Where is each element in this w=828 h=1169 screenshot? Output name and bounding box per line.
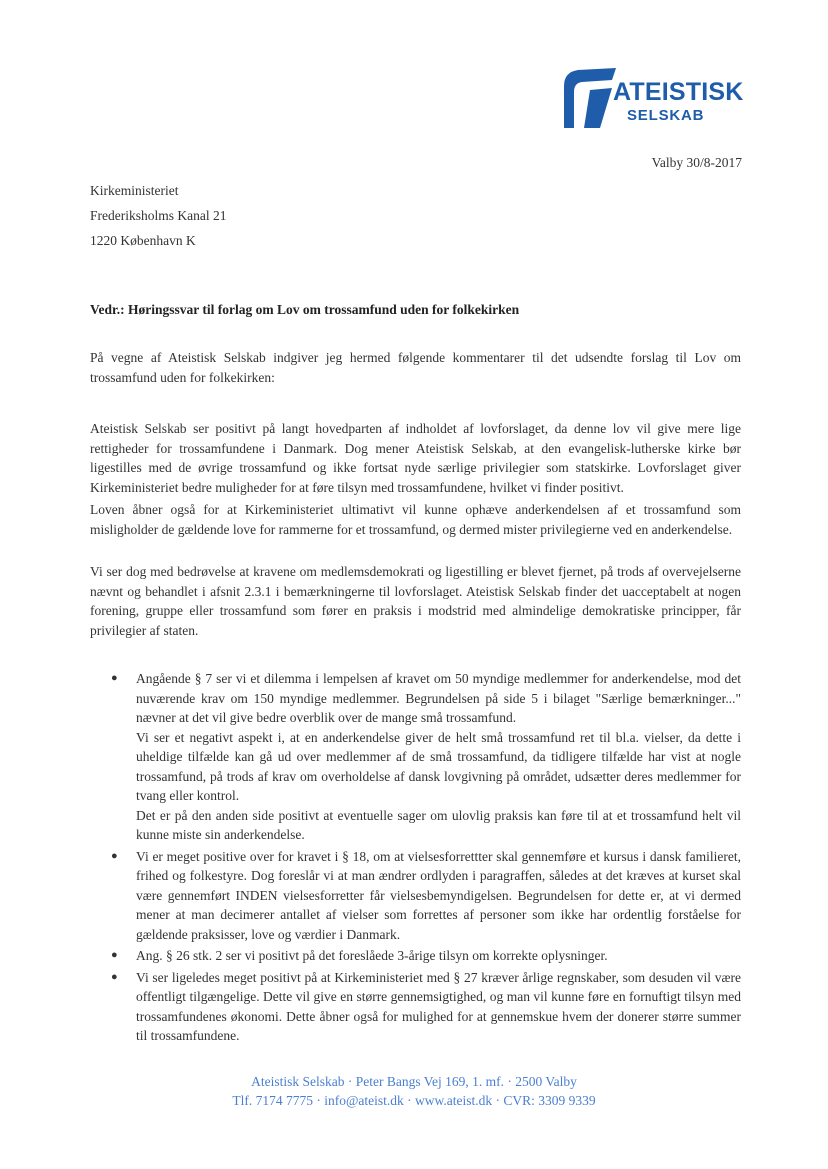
comment-list xyxy=(90,669,741,1048)
logo-mark-icon xyxy=(560,66,620,130)
recipient-city: 1220 København K xyxy=(90,233,196,248)
body-paragraph: Loven åbner også for at Kirkeministeriet ultimativt vil kunne ophæve anderkendelsen af et trossamfund som misligholder de gældende love for rammerne for et trossamfund, og dermed mister privilegierne ved en anderkendelse. xyxy=(90,502,741,537)
bullet-icon: ● xyxy=(111,970,118,983)
footer-address: Ateistisk Selskab · Peter Bangs Vej 169, 1. mf. · 2500 Valby xyxy=(251,1074,577,1089)
recipient-name: Kirkeministeriet xyxy=(90,183,179,198)
bullet-icon: ● xyxy=(111,672,118,684)
list-item-text: Vi ser ligeledes meget positivt på at Kirkeministeriet med § 27 kræver årlige regnskaber, som desuden vil være offentligt tilgængelige. Dette vil give en større gennemsigtighed, og man vil kunne føre en fornuftigt tilsyn med trossamfundenes økonomi. Dette åbner også for mulighed for at gennemskue hvem der donerer større summer til trossamfundene. xyxy=(136,969,741,1043)
list-item xyxy=(90,946,741,966)
list-item xyxy=(90,968,741,1046)
list-item-text: Vi ser et negativt aspekt i, at en anderkendelse giver de helt små trossamfund ret til bl.a. vielser, da dette i uheldige tilfælde kan gå ud over medlemmer af de små trossamfund, da tidligere tilfælde har vist at nogle trossamfund, på trods af krav om overholdelse af dansk lovgivning på området, udsætter deres medlemmer for tvang eller kontrol. xyxy=(136,729,741,803)
body-paragraph: Vi ser dog med bedrøvelse at kravene om medlemsdemokrati og ligestilling er blevet fjernet, på trods af overvejelserne nævnt og behandlet i afsnit 2.3.1 i bemærkningerne til lovforslaget. Ateistisk Selskab finder det uacceptabelt at nogen forening, gruppe eller trossamfund som fører en praksis i modstrid med almindelige demokratiske principper, får privilegier af staten. xyxy=(90,564,741,638)
letter-date: Valby 30/8-2017 xyxy=(651,155,742,170)
list-item-text: Det er på den anden side positivt at eventuelle sager om ulovlig praksis kan føre til at et trossamfund helt vil kunne miste sin anderkendelse. xyxy=(136,807,741,842)
recipient-street: Frederiksholms Kanal 21 xyxy=(90,208,227,223)
logo-text-selskab: SELSKAB xyxy=(627,107,705,124)
body-paragraph: Ateistisk Selskab ser positivt på langt hovedparten af indholdet af lovforslaget, da denne lov vil give mere lige rettigheder for trossamfundene i Danmark. Dog mener Ateistisk Selskab, at den evangelisk-lutherske kirke bør ligestilles med de øvrige trossamfund og ikke fortsat nyde særlige privilegier som statskirke. Lovforslaget giver Kirkeministeriet bedre muligheder for at føre tilsyn med trossamfundene, hvilket vi finder positivt. xyxy=(90,421,741,495)
footer-contact: Tlf. 7174 7775 · info@ateist.dk · www.ateist.dk · CVR: 3309 9339 xyxy=(232,1093,596,1108)
recipient-address xyxy=(90,178,226,253)
intro-paragraph: På vegne af Ateistisk Selskab indgiver jeg hermed følgende kommentarer til det udsendte forslag til Lov om trossamfund uden for folkekirken: xyxy=(90,350,741,385)
list-item-text: Vi er meget positive over for kravet i § 18, om at vielsesforrettter skal gennemføre et kursus i dansk familieret, frihed og folkestyre. Dog foreslår vi at man ændrer ordlyden i paragraffen, således at det kræves at kurset skal være gennemført INDEN vielsesforretter får vielsesbemyndigelsen. Begrundelsen for dette er, at vi dermed mener at man decimerer antallet af vielser som forrettes af personer som ikke har ordentlig forståelse for gældende praksisser, love og værdier i Danmark. xyxy=(136,848,741,942)
bullet-icon: ● xyxy=(111,949,118,961)
list-item xyxy=(90,847,741,945)
logo-text-ateistisk: ATEISTISK xyxy=(613,78,744,106)
list-item-text: Angående § 7 ser vi et dilemma i lempelsen af kravet om 50 myndige medlemmer for anderkendelse, mod det nuværende krav om 150 myndige medlemmer. Begrundelsen på side 5 i bilaget "Særlige bemærkninger..." nævner at det vil give bedre overblik over de mange små trossamfund. xyxy=(136,671,741,725)
list-item xyxy=(90,669,741,845)
letter-subject: Vedr.: Høringssvar til forlag om Lov om trossamfund uden for folkekirken xyxy=(90,302,520,317)
list-item-text: Ang. § 26 stk. 2 ser vi positivt på det foreslåede 3-årige tilsyn om korrekte oplysninger. xyxy=(136,948,608,963)
bullet-icon: ● xyxy=(111,849,118,862)
logo xyxy=(560,66,750,130)
